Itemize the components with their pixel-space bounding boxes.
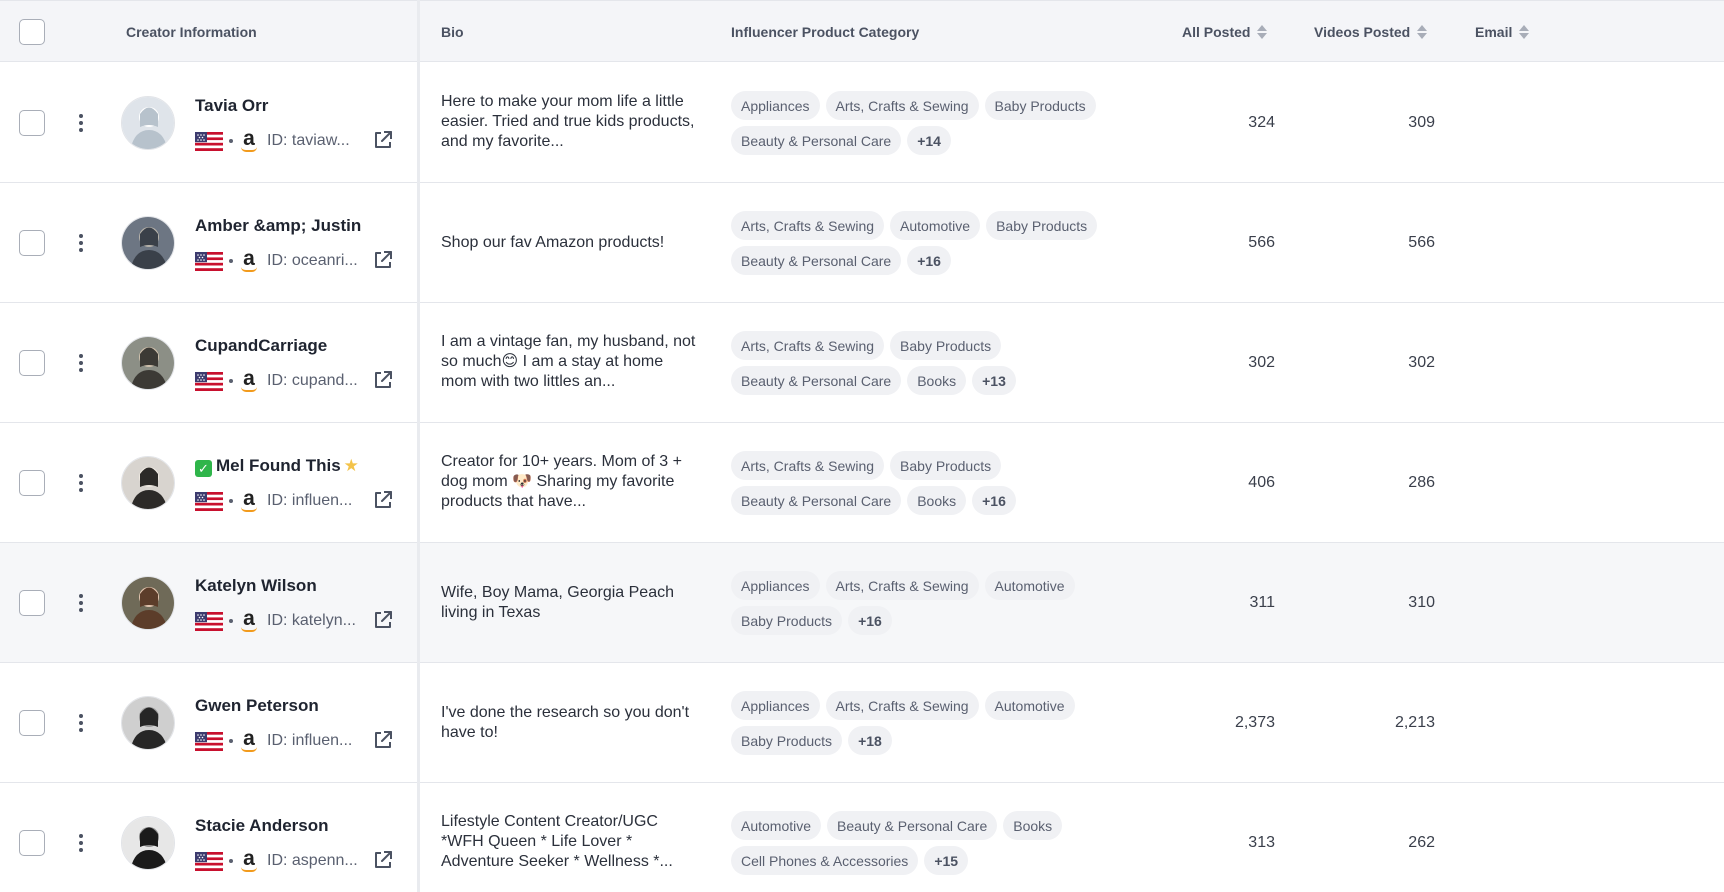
videos-posted-value: 2,213	[1394, 714, 1435, 731]
category-tag[interactable]: Appliances	[731, 691, 820, 720]
column-email[interactable]: Email	[1475, 1, 1529, 63]
category-tag[interactable]: Books	[907, 366, 966, 395]
sort-icon[interactable]	[1519, 25, 1529, 39]
separator-dot	[229, 859, 233, 863]
creator-name-text: Stacie Anderson	[195, 816, 329, 835]
creator-name[interactable]	[195, 336, 327, 356]
videos-posted-value: 262	[1408, 834, 1435, 851]
all-posted-value: 324	[1248, 114, 1275, 131]
category-tag[interactable]: Appliances	[731, 571, 820, 600]
creator-name-text: Gwen Peterson	[195, 696, 319, 715]
more-categories-badge[interactable]: +15	[924, 846, 968, 875]
row-checkbox[interactable]	[19, 230, 45, 256]
creator-meta	[195, 129, 350, 153]
creator-name-text: Tavia Orr	[195, 96, 269, 115]
category-tag[interactable]: Automotive	[985, 571, 1075, 600]
bio-text: Lifestyle Content Creator/UGC *WFH Queen * Life Lover * Adventure Seeker * Wellness *...	[441, 813, 673, 870]
separator-dot	[229, 499, 233, 503]
kebab-icon[interactable]	[76, 593, 86, 613]
column-creator-information: Creator Information	[126, 24, 257, 40]
bio-text: I am a vintage fan, my husband, not so much😊 I am a stay at home mom with two littles an...	[441, 333, 696, 390]
creator-id: ID: cupand...	[267, 372, 358, 389]
star-icon: ★	[343, 456, 359, 475]
avatar	[121, 456, 175, 510]
sort-icon[interactable]	[1257, 25, 1267, 39]
category-tag[interactable]: Books	[1003, 811, 1062, 840]
kebab-icon[interactable]	[76, 713, 86, 733]
us-flag-icon	[195, 612, 223, 631]
amazon-icon: a	[239, 370, 259, 392]
category-tag[interactable]: Baby Products	[890, 451, 1001, 480]
category-tags	[731, 571, 1131, 641]
bio-text: I've done the research so you don't have to!	[441, 704, 690, 741]
creator-name[interactable]	[195, 216, 361, 236]
creator-name-text: Katelyn Wilson	[195, 576, 317, 595]
creator-name-text: Amber &amp; Justin	[195, 216, 362, 235]
external-link-icon[interactable]	[372, 489, 394, 511]
column-divider	[417, 0, 420, 892]
creator-name[interactable]	[195, 456, 359, 477]
kebab-icon[interactable]	[76, 473, 86, 493]
all-posted-value: 302	[1248, 354, 1275, 371]
creator-meta	[195, 489, 352, 513]
more-categories-badge[interactable]: +14	[907, 126, 951, 155]
videos-posted-value: 309	[1408, 114, 1435, 131]
bio-text: Creator for 10+ years. Mom of 3 + dog mom 🐶 Sharing my favorite products that have...	[441, 453, 682, 510]
category-tag[interactable]: Beauty & Personal Care	[827, 811, 997, 840]
table-row[interactable]	[0, 183, 1724, 303]
category-tag[interactable]: Arts, Crafts & Sewing	[731, 211, 884, 240]
all-posted-value: 566	[1248, 234, 1275, 251]
us-flag-icon	[195, 372, 223, 391]
all-posted-value: 311	[1249, 594, 1275, 611]
avatar	[121, 696, 175, 750]
category-tag[interactable]: Automotive	[731, 811, 821, 840]
kebab-icon[interactable]	[76, 833, 86, 853]
kebab-icon[interactable]	[76, 353, 86, 373]
category-tag[interactable]: Arts, Crafts & Sewing	[731, 451, 884, 480]
amazon-icon: a	[239, 130, 259, 152]
us-flag-icon	[195, 732, 223, 751]
creator-name[interactable]	[195, 576, 317, 596]
avatar	[121, 336, 175, 390]
row-checkbox[interactable]	[19, 830, 45, 856]
all-posted-value: 2,373	[1234, 714, 1275, 731]
all-posted-value: 406	[1248, 474, 1275, 491]
table-header	[0, 0, 1724, 62]
category-tag[interactable]: Baby Products	[985, 91, 1096, 120]
external-link-icon[interactable]	[372, 129, 394, 151]
creator-meta	[195, 849, 358, 873]
creator-meta	[195, 249, 358, 273]
creator-id: ID: influen...	[267, 732, 353, 749]
category-tags	[731, 91, 1131, 161]
amazon-icon: a	[239, 730, 259, 752]
select-all-checkbox[interactable]	[19, 19, 45, 45]
creator-meta	[195, 369, 358, 393]
more-categories-badge[interactable]: +16	[848, 606, 892, 635]
category-tag[interactable]: Baby Products	[890, 331, 1001, 360]
external-link-icon[interactable]	[372, 849, 394, 871]
kebab-icon[interactable]	[76, 113, 86, 133]
creator-name-text: Mel Found This	[216, 456, 341, 475]
category-tags	[731, 691, 1131, 761]
column-product-category: Influencer Product Category	[731, 24, 920, 40]
row-checkbox[interactable]	[19, 590, 45, 616]
creator-id: ID: influen...	[267, 492, 353, 509]
creator-name[interactable]	[195, 816, 329, 836]
table-row[interactable]	[0, 783, 1724, 892]
category-tag[interactable]: Beauty & Personal Care	[731, 246, 901, 275]
category-tag[interactable]: Cell Phones & Accessories	[731, 846, 918, 875]
column-bio: Bio	[441, 24, 464, 40]
creator-id: ID: taviaw...	[267, 132, 350, 149]
more-categories-badge[interactable]: +18	[848, 726, 892, 755]
category-tag[interactable]: Arts, Crafts & Sewing	[731, 331, 884, 360]
row-checkbox[interactable]	[19, 470, 45, 496]
amazon-icon: a	[239, 850, 259, 872]
column-videos-posted[interactable]: Videos Posted	[1314, 1, 1427, 63]
separator-dot	[229, 139, 233, 143]
external-link-icon[interactable]	[372, 609, 394, 631]
external-link-icon[interactable]	[372, 369, 394, 391]
creator-name[interactable]	[195, 696, 319, 716]
bio-text: Shop our fav Amazon products!	[441, 234, 665, 251]
bio-text: Wife, Boy Mama, Georgia Peach living in Texas	[441, 584, 674, 621]
category-tag[interactable]: Baby Products	[731, 726, 842, 755]
category-tag[interactable]: Automotive	[985, 691, 1075, 720]
more-categories-badge[interactable]: +16	[907, 246, 951, 275]
table-row[interactable]	[0, 63, 1724, 183]
creator-id: ID: katelyn...	[267, 612, 356, 629]
table-row[interactable]	[0, 303, 1724, 423]
category-tag[interactable]: Beauty & Personal Care	[731, 366, 901, 395]
category-tag[interactable]: Baby Products	[731, 606, 842, 635]
us-flag-icon	[195, 492, 223, 511]
sort-icon[interactable]	[1417, 25, 1427, 39]
separator-dot	[229, 739, 233, 743]
creator-meta	[195, 609, 356, 633]
videos-posted-value: 302	[1408, 354, 1435, 371]
table-row[interactable]	[0, 543, 1724, 663]
more-categories-badge[interactable]: +13	[972, 366, 1016, 395]
amazon-icon: a	[239, 250, 259, 272]
category-tag[interactable]: Baby Products	[986, 211, 1097, 240]
external-link-icon[interactable]	[372, 729, 394, 751]
kebab-icon[interactable]	[76, 233, 86, 253]
bio-text: Here to make your mom life a little easier. Tried and true kids products, and my favorite...	[441, 93, 695, 150]
category-tag[interactable]: Books	[907, 486, 966, 515]
creator-name[interactable]	[195, 96, 268, 116]
category-tag[interactable]: Arts, Crafts & Sewing	[826, 91, 979, 120]
us-flag-icon	[195, 132, 223, 151]
category-tags	[731, 451, 1131, 521]
videos-posted-value: 310	[1408, 594, 1435, 611]
category-tags	[731, 811, 1131, 881]
table-row[interactable]	[0, 663, 1724, 783]
category-tag[interactable]: Arts, Crafts & Sewing	[826, 691, 979, 720]
creator-id: ID: oceanri...	[267, 252, 358, 269]
videos-posted-value: 286	[1408, 474, 1435, 491]
avatar	[121, 576, 175, 630]
avatar	[121, 216, 175, 270]
us-flag-icon	[195, 852, 223, 871]
videos-posted-value: 566	[1408, 234, 1435, 251]
creator-id: ID: aspenn...	[267, 852, 358, 869]
row-checkbox[interactable]	[19, 350, 45, 376]
separator-dot	[229, 619, 233, 623]
row-checkbox[interactable]	[19, 710, 45, 736]
all-posted-value: 313	[1248, 834, 1275, 851]
row-checkbox[interactable]	[19, 110, 45, 136]
avatar	[121, 816, 175, 870]
separator-dot	[229, 379, 233, 383]
category-tag[interactable]: Appliances	[731, 91, 820, 120]
creator-name-text: CupandCarriage	[195, 336, 328, 355]
more-categories-badge[interactable]: +16	[972, 486, 1016, 515]
category-tag[interactable]: Arts, Crafts & Sewing	[826, 571, 979, 600]
amazon-icon: a	[239, 490, 259, 512]
external-link-icon[interactable]	[372, 249, 394, 271]
category-tags	[731, 331, 1131, 401]
category-tag[interactable]: Beauty & Personal Care	[731, 486, 901, 515]
table-row[interactable]	[0, 423, 1724, 543]
verified-check-icon: ✓	[195, 460, 212, 477]
column-all-posted[interactable]: All Posted	[1182, 1, 1267, 63]
avatar	[121, 96, 175, 150]
category-tag[interactable]: Beauty & Personal Care	[731, 126, 901, 155]
separator-dot	[229, 259, 233, 263]
amazon-icon: a	[239, 610, 259, 632]
category-tags	[731, 211, 1131, 281]
creator-meta	[195, 729, 352, 753]
category-tag[interactable]: Automotive	[890, 211, 980, 240]
us-flag-icon	[195, 252, 223, 271]
